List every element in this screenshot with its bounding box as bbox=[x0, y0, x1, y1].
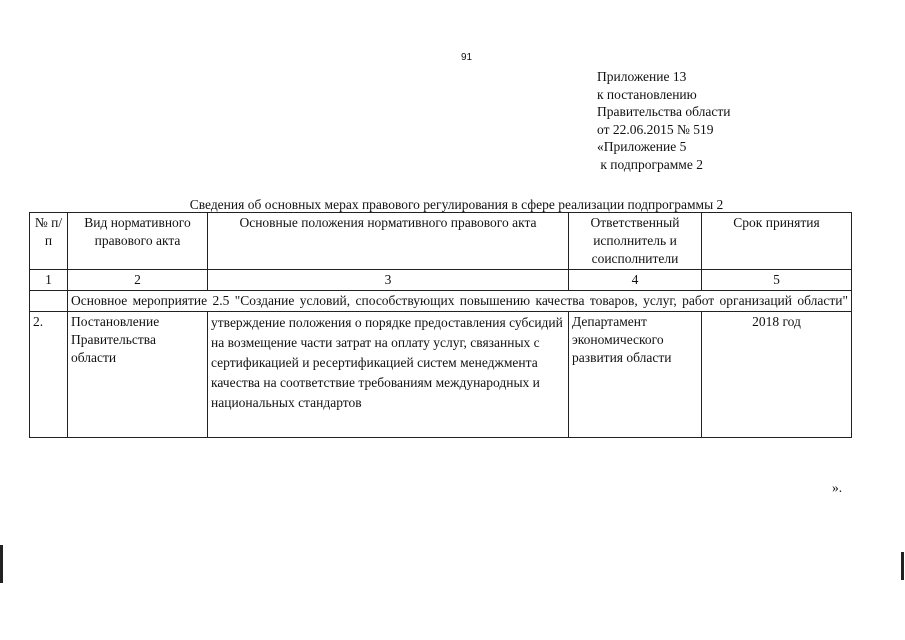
header-row bbox=[30, 213, 852, 270]
scan-edge-mark-right bbox=[901, 552, 904, 580]
column-number: 1 bbox=[30, 270, 68, 291]
header-deadline: Срок принятия bbox=[702, 213, 852, 270]
row-deadline: 2018 год bbox=[702, 312, 852, 438]
row-responsible: Департамент экономического развития области bbox=[569, 312, 702, 438]
header-act-type: Вид нормативного правового акта bbox=[68, 213, 208, 270]
scan-edge-mark-left bbox=[0, 545, 3, 583]
page-number: 91 bbox=[461, 52, 473, 63]
appendix-header bbox=[597, 68, 730, 174]
appendix-line: от 22.06.2015 № 519 bbox=[597, 121, 714, 137]
row-act-type: Постановление Правительства области bbox=[68, 312, 208, 438]
row-number: 2. bbox=[30, 312, 68, 438]
appendix-line: Приложение 13 bbox=[597, 69, 687, 84]
section-title: Основное мероприятие 2.5 "Создание условий, способствующих повышению качества товаров, услуг, работ организаций области" bbox=[68, 291, 852, 312]
closing-quote: ». bbox=[832, 480, 843, 495]
section-row bbox=[30, 291, 852, 312]
table-row bbox=[30, 312, 852, 438]
header-provisions: Основные положения нормативного правового акта bbox=[208, 213, 569, 270]
column-number: 4 bbox=[569, 270, 702, 291]
appendix-line: «Приложение 5 bbox=[597, 139, 687, 155]
header-responsible: Ответственный исполнитель и соисполнители bbox=[569, 213, 702, 270]
column-number-row bbox=[30, 270, 852, 291]
header-number: № п/п bbox=[30, 213, 68, 270]
row-provisions: утверждение положения о порядке предоставления субсидий на возмещение части затрат на оплату услуг, связанных с сертификацией и ресертификацией систем менеджмента качества на соответствие требованиям международных и национальных стандартов bbox=[208, 312, 569, 438]
section-empty-cell bbox=[30, 291, 68, 312]
appendix-line: Правительства области bbox=[597, 104, 731, 120]
appendix-line: к подпрограмме 2 bbox=[597, 156, 703, 172]
column-number: 3 bbox=[208, 270, 569, 291]
measures-table bbox=[29, 212, 852, 438]
column-number: 5 bbox=[702, 270, 852, 291]
column-number: 2 bbox=[68, 270, 208, 291]
document-title: Сведения об основных мерах правового регулирования в сфере реализации подпрограммы 2 bbox=[189, 197, 724, 212]
appendix-line: к постановлению bbox=[597, 86, 697, 102]
